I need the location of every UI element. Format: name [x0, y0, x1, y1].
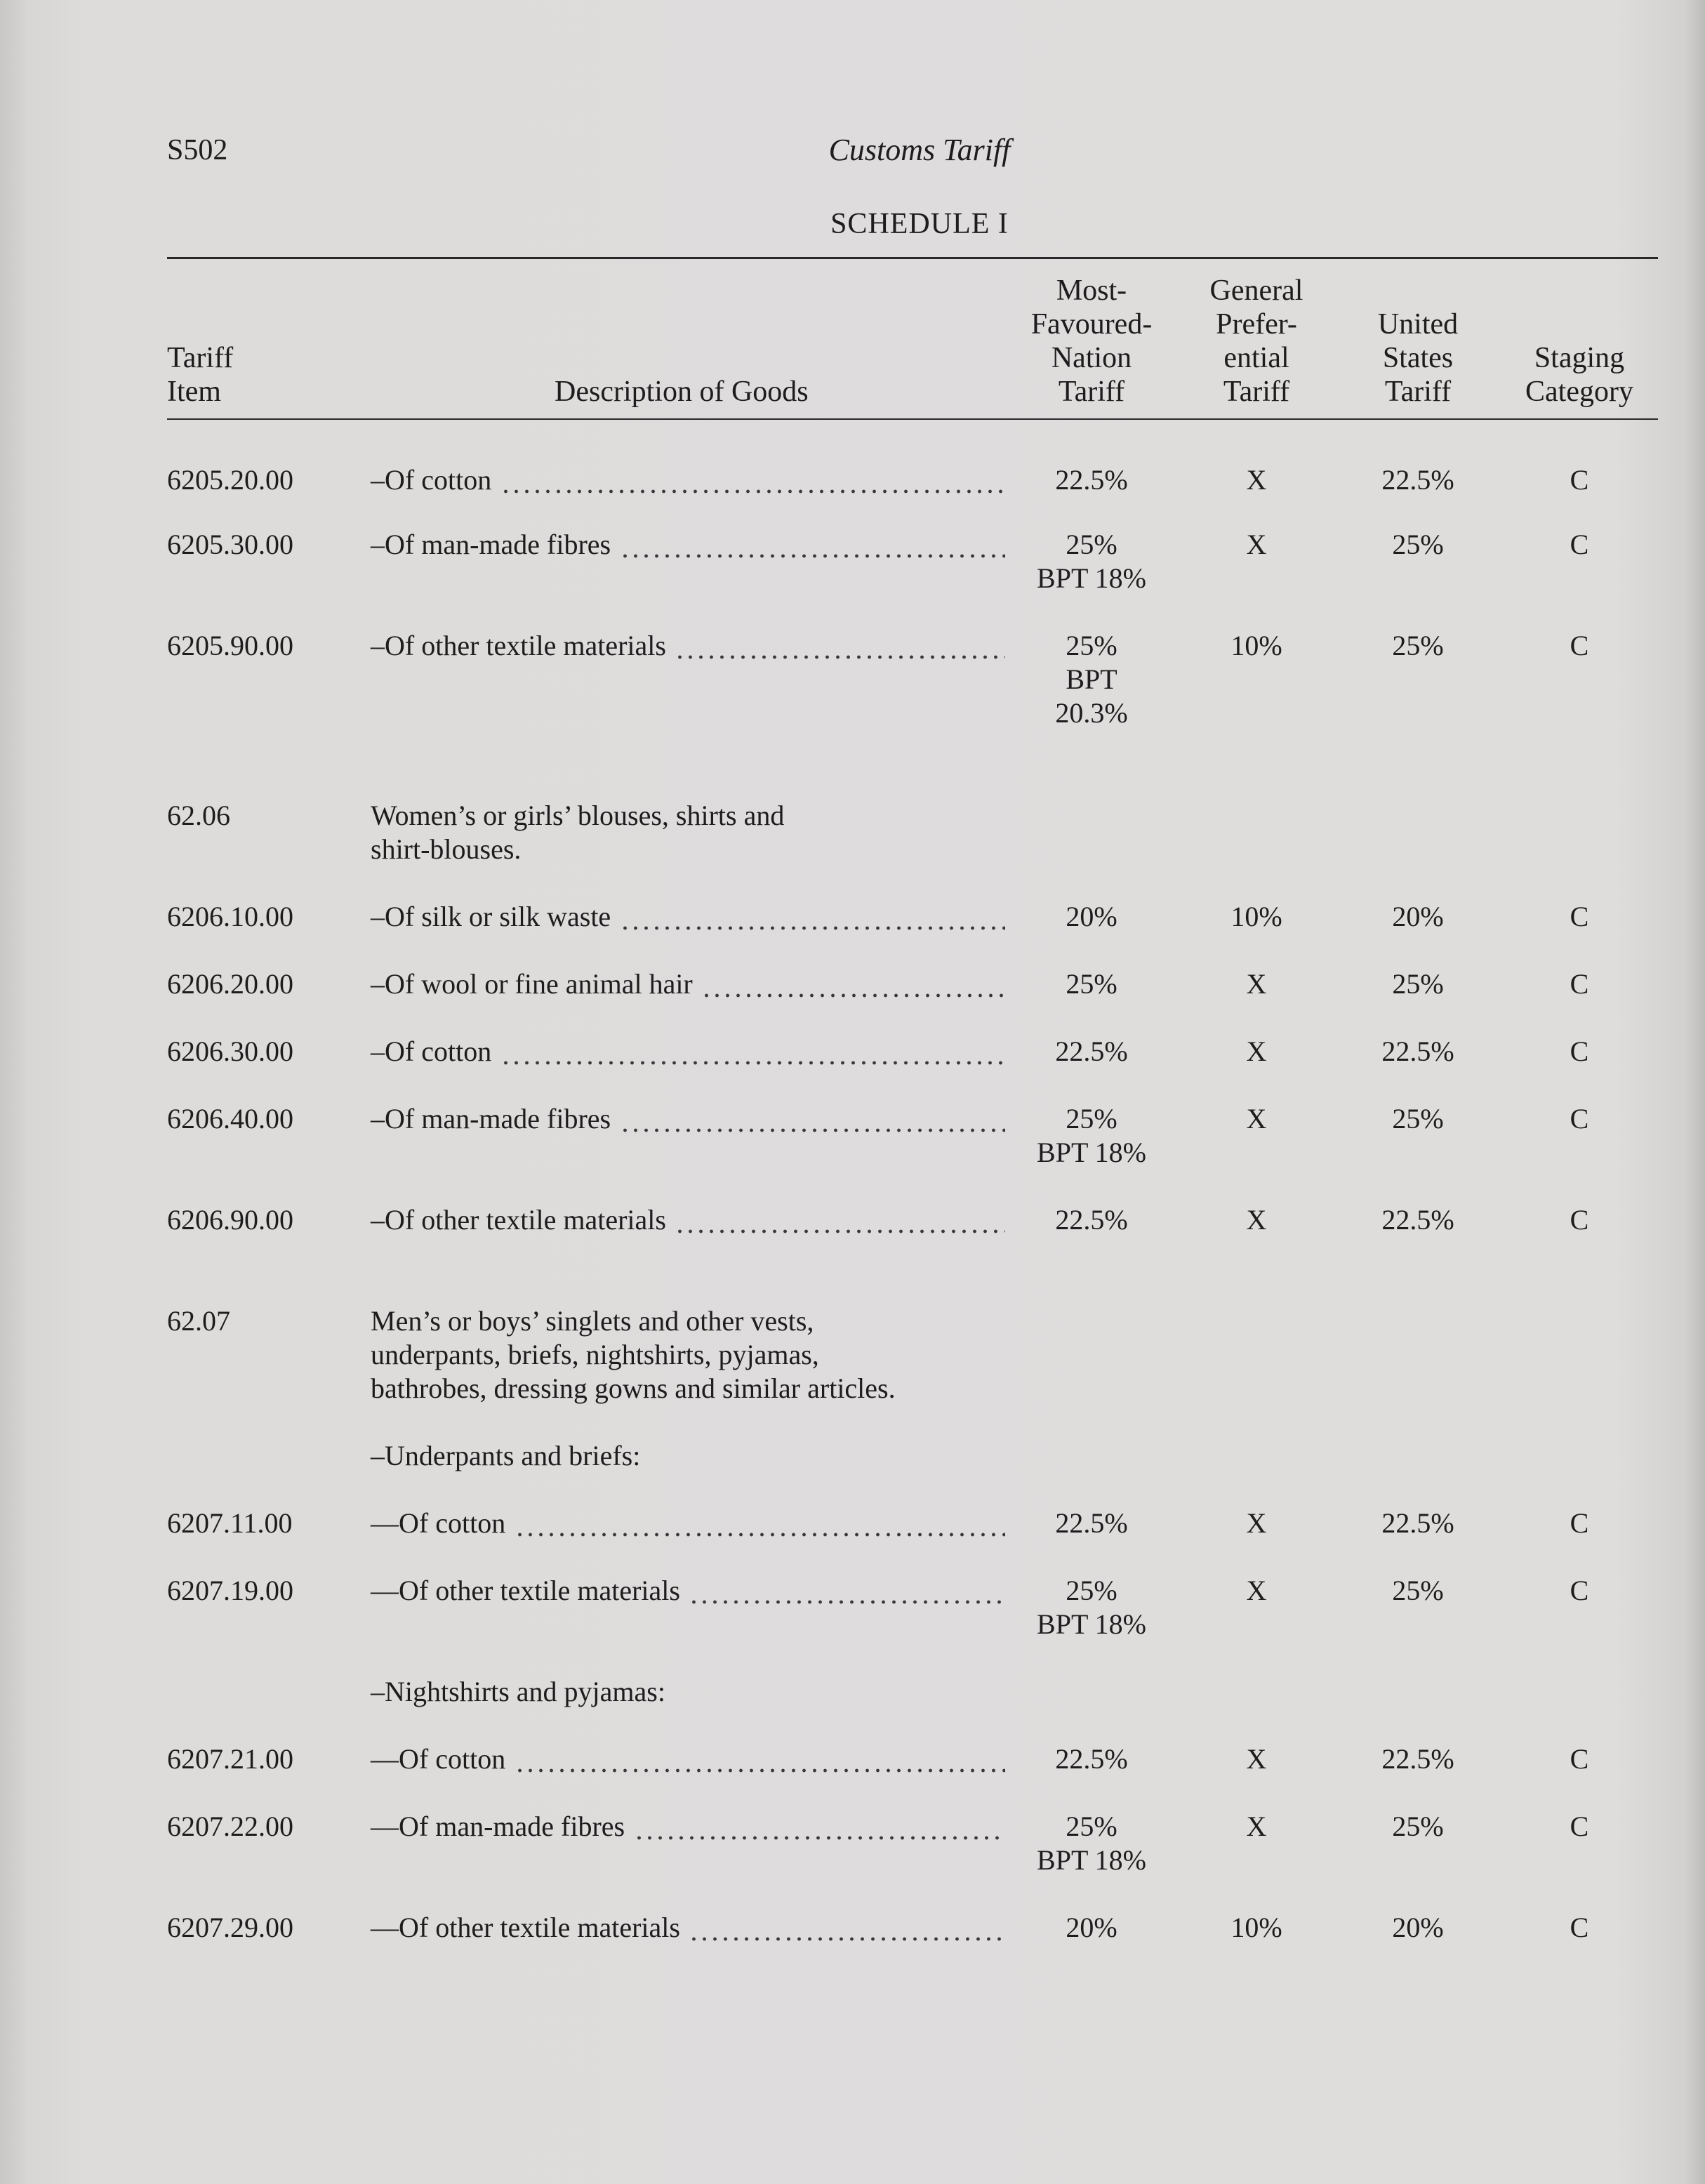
col-ust-line1: United [1377, 308, 1459, 340]
mfn-rate-line: 22.5% [1055, 464, 1128, 496]
mfn-rate [1004, 1810, 1179, 1877]
tariff-item-code: 6206.90.00 [167, 1204, 293, 1236]
mfn-rate-line: BPT [1066, 663, 1117, 695]
goods-description [371, 1035, 491, 1068]
mfn-rate [1004, 900, 1179, 934]
ust-rate: 25% [1392, 1811, 1444, 1842]
dot-leader [620, 1102, 1005, 1136]
schedule-title: SCHEDULE I [830, 208, 1009, 240]
gpt-rate: X [1246, 529, 1267, 560]
col-gpt-line4: Tariff [1223, 376, 1290, 408]
mfn-rate-line: 20% [1066, 901, 1117, 932]
mfn-rate-line: 25% [1066, 1103, 1117, 1134]
staging-category: C [1570, 630, 1589, 661]
mfn-rate [1004, 1742, 1179, 1776]
gpt-rate: X [1246, 464, 1267, 496]
goods-description [371, 1203, 666, 1237]
goods-description [371, 900, 611, 934]
goods-description-line: –Of silk or silk waste [371, 901, 611, 932]
goods-description-line: –Of other textile materials [371, 630, 666, 661]
col-ust-line2: States [1382, 342, 1454, 374]
goods-description-line: –Of cotton [371, 464, 492, 496]
table-row [0, 1304, 1705, 1410]
gpt-rate: 10% [1230, 1912, 1282, 1943]
staging-category: C [1570, 1811, 1589, 1842]
ust-rate: 25% [1392, 968, 1444, 1000]
gpt-rate: X [1246, 1204, 1267, 1236]
col-staging-line2: Category [1525, 376, 1633, 408]
gpt-rate: X [1246, 1507, 1267, 1539]
tariff-item-code: 6206.20.00 [167, 968, 293, 1000]
staging-category: C [1570, 1575, 1589, 1606]
page-title: Customs Tariff [828, 133, 1011, 167]
col-gpt-line1: General [1209, 274, 1303, 307]
mfn-rate-line: 25% [1066, 1575, 1117, 1606]
goods-description [371, 1102, 611, 1136]
table-row [0, 1810, 1705, 1915]
mfn-rate-line: 22.5% [1055, 1035, 1128, 1067]
gpt-rate: X [1246, 1743, 1267, 1775]
goods-description [371, 1304, 896, 1405]
tariff-item-code: 6206.30.00 [167, 1035, 293, 1067]
tariff-item-code: 62.07 [167, 1305, 230, 1337]
table-row [0, 1203, 1705, 1309]
mfn-rate-line: 20% [1066, 1912, 1117, 1943]
gpt-rate: 10% [1230, 901, 1282, 932]
tariff-item-code: 6206.10.00 [167, 901, 293, 932]
dot-leader [500, 463, 1005, 497]
goods-description [371, 967, 693, 1001]
dot-leader [675, 629, 1005, 663]
tariff-item-code: 6205.90.00 [167, 630, 293, 661]
ust-rate: 22.5% [1381, 1035, 1454, 1067]
mfn-rate-line: 22.5% [1055, 1204, 1128, 1236]
goods-description [371, 1574, 680, 1608]
tariff-item-code: 6207.22.00 [167, 1811, 293, 1842]
ust-rate: 22.5% [1381, 1743, 1454, 1775]
mfn-rate [1004, 629, 1179, 730]
col-ust-line3: Tariff [1384, 376, 1452, 408]
goods-description-line: —Of other textile materials [371, 1912, 680, 1943]
gpt-rate: X [1246, 1103, 1267, 1134]
mfn-rate-line: BPT 18% [1037, 1844, 1146, 1876]
table-row [0, 528, 1705, 633]
col-mfn-line2: Favoured- [1030, 308, 1153, 340]
col-staging [1509, 341, 1650, 409]
col-tariff-item [167, 341, 233, 409]
ust-rate: 25% [1392, 1575, 1444, 1606]
staging-category: C [1570, 1035, 1589, 1067]
ust-rate: 20% [1392, 901, 1444, 932]
mfn-rate-line: 25% [1066, 1811, 1117, 1842]
tariff-item-code: 6206.40.00 [167, 1103, 293, 1134]
staging-category: C [1570, 529, 1589, 560]
mfn-rate-line: 25% [1066, 630, 1117, 661]
table-row [0, 1911, 1705, 2016]
ust-rate: 22.5% [1381, 1507, 1454, 1539]
ust-rate: 22.5% [1381, 464, 1454, 496]
tariff-item-code: 62.06 [167, 800, 230, 831]
col-ust [1334, 307, 1502, 409]
gpt-rate: X [1246, 1575, 1267, 1606]
top-rule [167, 257, 1658, 259]
goods-description-line: bathrobes, dressing gowns and similar articles. [371, 1372, 896, 1404]
ust-rate: 20% [1392, 1912, 1444, 1943]
goods-description-line: —Of other textile materials [371, 1575, 680, 1606]
goods-description [371, 1507, 505, 1540]
tariff-item-code: 6207.19.00 [167, 1575, 293, 1606]
col-gpt-line2: Prefer- [1216, 308, 1297, 340]
col-mfn-line4: Tariff [1058, 376, 1125, 408]
goods-description [371, 463, 491, 497]
gpt-rate: X [1246, 968, 1267, 1000]
goods-description-line: underpants, briefs, nightshirts, pyjamas, [371, 1339, 819, 1370]
ust-rate: 22.5% [1381, 1204, 1454, 1236]
section-subheading: –Underpants and briefs: [371, 1440, 641, 1471]
col-gpt [1186, 274, 1327, 409]
tariff-item-code: 6207.21.00 [167, 1743, 293, 1775]
table-row [0, 1574, 1705, 1679]
tariff-item-code: 6205.30.00 [167, 529, 293, 560]
goods-description-line: –Of man-made fibres [371, 529, 611, 560]
dot-leader [675, 1203, 1005, 1237]
staging-category: C [1570, 1507, 1589, 1539]
ust-rate: 25% [1392, 630, 1444, 661]
goods-description-line: shirt-blouses. [371, 833, 522, 865]
mfn-rate-line: BPT 18% [1037, 1137, 1146, 1168]
header-rule [167, 418, 1658, 420]
goods-description [371, 799, 784, 866]
col-description: Description of Goods [555, 376, 809, 408]
mfn-rate [1004, 528, 1179, 595]
goods-description [371, 1911, 680, 1945]
ust-rate: 25% [1392, 529, 1444, 560]
mfn-rate [1004, 967, 1179, 1001]
goods-description-line: —Of cotton [371, 1743, 506, 1775]
table-row [0, 1102, 1705, 1207]
mfn-rate-line: 20.3% [1055, 697, 1128, 729]
col-tariff-item-line2: Item [167, 376, 221, 408]
table-row [0, 629, 1705, 734]
mfn-rate-line: 22.5% [1055, 1743, 1128, 1775]
goods-description [371, 1810, 625, 1844]
mfn-rate [1004, 1203, 1179, 1237]
goods-description-line: –Of cotton [371, 1035, 492, 1067]
gpt-rate: X [1246, 1811, 1267, 1842]
mfn-rate-line: 22.5% [1055, 1507, 1128, 1539]
ust-rate: 25% [1392, 1103, 1444, 1134]
col-mfn-line3: Nation [1051, 342, 1132, 374]
goods-description-line: —Of man-made fibres [371, 1811, 625, 1842]
dot-leader [620, 900, 1005, 934]
col-staging-line1: Staging [1534, 342, 1625, 374]
dot-leader [689, 1911, 1005, 1945]
dot-leader [701, 967, 1005, 1001]
gpt-rate: 10% [1230, 630, 1282, 661]
staging-category: C [1570, 464, 1589, 496]
dot-leader [634, 1810, 1005, 1844]
goods-description-line: –Of other textile materials [371, 1204, 666, 1236]
gpt-rate: X [1246, 1035, 1267, 1067]
goods-description [371, 1742, 505, 1776]
dot-leader [500, 1035, 1005, 1068]
mfn-rate [1004, 1035, 1179, 1068]
mfn-rate-line: 25% [1066, 968, 1117, 1000]
goods-description [371, 528, 611, 562]
dot-leader [515, 1507, 1005, 1540]
tariff-item-code: 6205.20.00 [167, 464, 293, 496]
col-mfn-line1: Most- [1056, 274, 1127, 307]
staging-category: C [1570, 968, 1589, 1000]
tariff-item-code: 6207.29.00 [167, 1912, 293, 1943]
mfn-rate-line: BPT 18% [1037, 562, 1146, 594]
dot-leader [689, 1574, 1005, 1608]
goods-description-line: –Of man-made fibres [371, 1103, 611, 1134]
mfn-rate-line: 25% [1066, 529, 1117, 560]
staging-category: C [1570, 1103, 1589, 1134]
mfn-rate [1004, 1102, 1179, 1170]
mfn-rate-line: BPT 18% [1037, 1608, 1146, 1640]
staging-category: C [1570, 1743, 1589, 1775]
col-mfn [1004, 274, 1179, 409]
col-tariff-item-line1: Tariff [167, 342, 234, 374]
table-row [0, 799, 1705, 904]
mfn-rate [1004, 1911, 1179, 1945]
mfn-rate [1004, 463, 1179, 497]
goods-description-line: —Of cotton [371, 1507, 506, 1539]
goods-description-line: Women’s or girls’ blouses, shirts and [371, 800, 785, 831]
dot-leader [515, 1742, 1005, 1776]
staging-category: C [1570, 901, 1589, 932]
page-number: S502 [167, 134, 228, 166]
tariff-item-code: 6207.11.00 [167, 1507, 293, 1539]
goods-description-line: –Of wool or fine animal hair [371, 968, 693, 1000]
staging-category: C [1570, 1912, 1589, 1943]
col-gpt-line3: ential [1223, 342, 1289, 374]
dot-leader [620, 528, 1005, 562]
mfn-rate [1004, 1507, 1179, 1540]
goods-description [371, 629, 666, 663]
goods-description-line: Men’s or boys’ singlets and other vests, [371, 1305, 814, 1337]
mfn-rate [1004, 1574, 1179, 1641]
staging-category: C [1570, 1204, 1589, 1236]
section-subheading: –Nightshirts and pyjamas: [371, 1676, 665, 1707]
